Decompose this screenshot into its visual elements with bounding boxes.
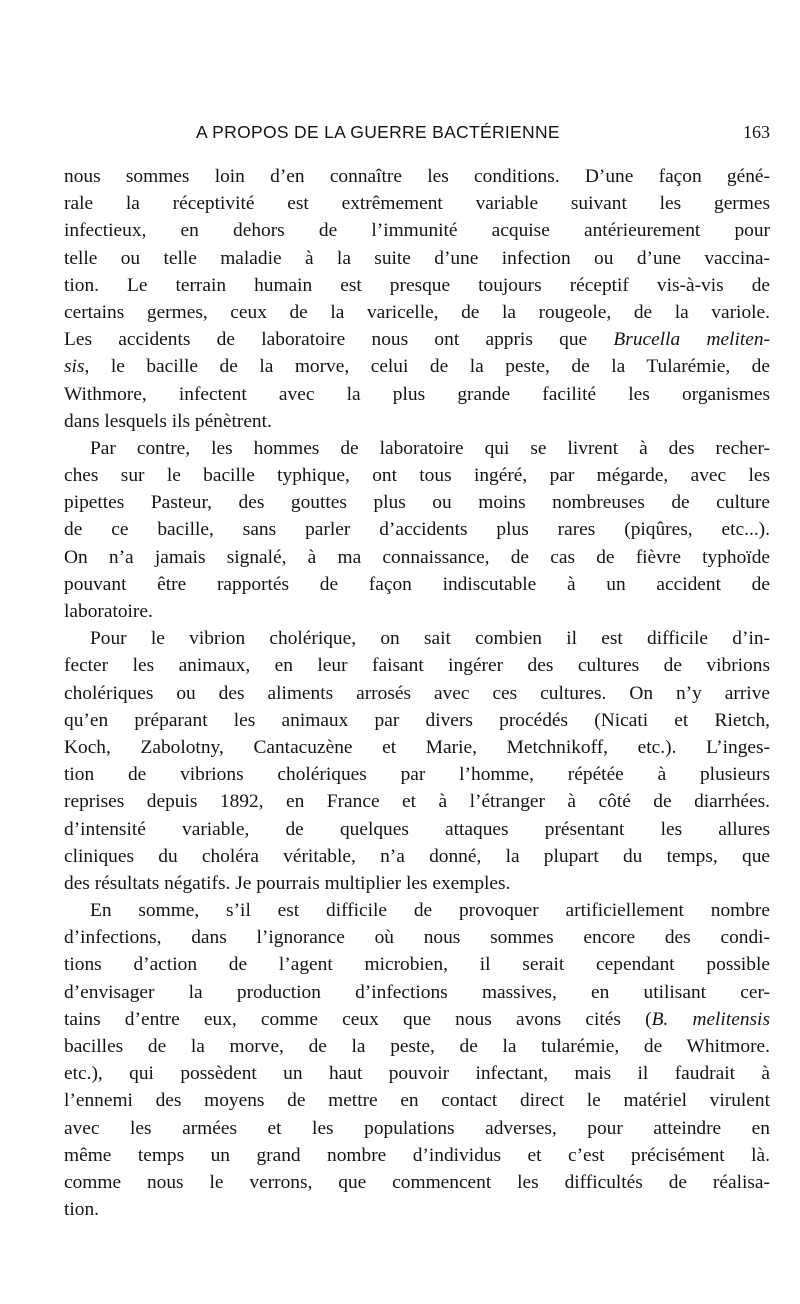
text-line: l’ennemi des moyens de mettre en contact direct le matériel virulent (64, 1090, 770, 1112)
page-number: 163 (743, 122, 770, 142)
italic-term: Brucella meliten- (613, 329, 770, 351)
text-line: fecter les animaux, en leur faisant ingérer des cultures de vibrions (64, 655, 770, 677)
text-line: d’infections, dans l’ignorance où nous sommes encore des condi- (64, 927, 770, 949)
text-line: telle ou telle maladie à la suite d’une infection ou d’une vaccina- (64, 247, 770, 269)
text-line: certains germes, ceux de la varicelle, de la rougeole, de la variole. (64, 301, 770, 323)
text-line: etc.), qui possèdent un haut pouvoir infectant, mais il faudrait à (64, 1063, 770, 1085)
text-line: Par contre, les hommes de laboratoire qui se livrent à des recher- (90, 437, 770, 459)
text-line: pouvant être rapportés de façon indiscutable à un accident de (64, 573, 770, 595)
text-line: d’envisager la production d’infections massives, en utilisant cer- (64, 981, 770, 1003)
text-line: ches sur le bacille typhique, ont tous ingéré, par mégarde, avec les (64, 465, 770, 487)
text-line: cliniques du choléra véritable, n’a donné, la plupart du temps, que (64, 845, 770, 867)
text-line: tion de vibrions cholériques par l’homme, répétée à plusieurs (64, 764, 770, 786)
text-line: Les accidents de laboratoire nous ont appris que Brucella meliten- (64, 329, 770, 351)
text-line: dans lesquels ils pénètrent. (64, 410, 272, 432)
text-line: infectieux, en dehors de l’immunité acquise antérieurement pour (64, 220, 770, 242)
body-text (64, 163, 770, 1223)
text-line: pipettes Pasteur, des gouttes plus ou moins nombreuses de culture (64, 492, 770, 514)
text-line: En somme, s’il est difficile de provoquer artificiellement nombre (90, 900, 770, 922)
text-line: rale la réceptivité est extrêmement variable suivant les germes (64, 193, 770, 215)
text-line: tion. Le terrain humain est presque toujours réceptif vis-à-vis de (64, 274, 770, 296)
text-line: avec les armées et les populations adverses, pour atteindre en (64, 1117, 770, 1139)
text-line: Withmore, infectent avec la plus grande facilité les organismes (64, 383, 770, 405)
text-line: cholériques ou des aliments arrosés avec ces cultures. On n’y arrive (64, 682, 770, 704)
text-line: d’intensité variable, de quelques attaques présentant les allures (64, 818, 770, 840)
text-line: nous sommes loin d’en connaître les conditions. D’une façon géné- (64, 166, 770, 187)
text-line: sis, le bacille de la morve, celui de la peste, de la Tularémie, de (64, 356, 770, 378)
text-line: laboratoire. (64, 601, 153, 622)
italic-term: B. melitensis (651, 1008, 770, 1030)
text-line: On n’a jamais signalé, à ma connaissance, de cas de fièvre typhoïde (64, 546, 770, 568)
italic-term: sis (64, 356, 85, 378)
running-title: A PROPOS DE LA GUERRE BACTÉRIENNE (196, 122, 560, 142)
text-line: tions d’action de l’agent microbien, il serait cependant possible (64, 954, 770, 976)
text-line: reprises depuis 1892, en France et à l’étranger à côté de diarrhées. (64, 791, 770, 813)
text-line: des résultats négatifs. Je pourrais multiplier les exemples. (64, 872, 511, 894)
text-line: qu’en préparant les animaux par divers procédés (Nicati et Rietch, (64, 709, 770, 731)
text-line: de ce bacille, sans parler d’accidents plus rares (piqûres, etc...). (64, 519, 770, 541)
text-line: tains d’entre eux, comme ceux que nous avons cités (B. melitensis (64, 1008, 770, 1030)
text-line: tion. (64, 1199, 100, 1221)
text-line: même temps un grand nombre d’individus et c’est précisément là. (64, 1144, 770, 1166)
text-line: Koch, Zabolotny, Cantacuzène et Marie, Metchnikoff, etc.). L’inges- (64, 736, 770, 758)
text-line: Pour le vibrion cholérique, on sait combien il est difficile d’in- (90, 628, 770, 650)
text-line: bacilles de la morve, de la peste, de la tularémie, de Whitmore. (64, 1036, 770, 1057)
running-head (64, 118, 770, 148)
text-line: comme nous le verrons, que commencent les difficultés de réalisa- (64, 1171, 770, 1193)
